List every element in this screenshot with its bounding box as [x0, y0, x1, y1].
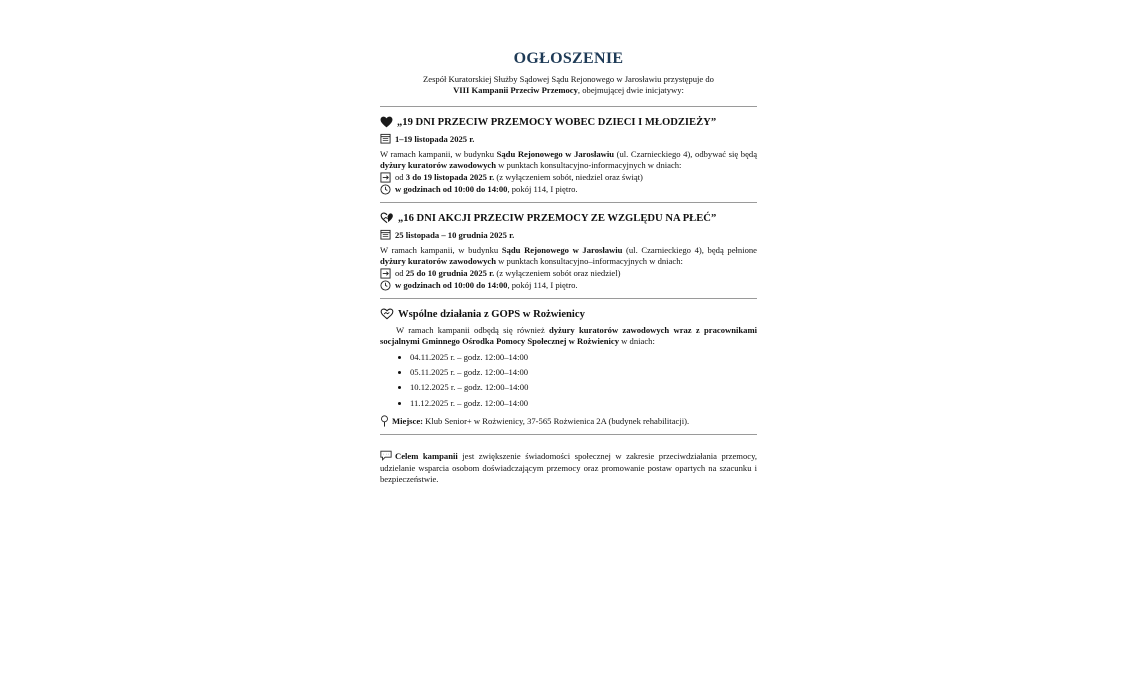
section-heading [380, 212, 757, 224]
duty-label: dyżury kuratorów zawodowych wraz z pracownikami socjalnymi Gminnego Ośrodka Pomocy Społecznej w Rożwienicy [380, 325, 757, 346]
court-name: Sądu Rejonowego w Jarosławiu [501, 245, 623, 256]
location-pin-icon [380, 415, 389, 427]
dates-list [380, 350, 757, 412]
campaign-name: VIII Kampanii Przeciw Przemocy [453, 85, 578, 95]
arrow-box-icon [380, 172, 391, 183]
desc-part: W ramach kampanii, w budynku [380, 149, 497, 159]
section-title: „19 DNI PRZECIW PRZEMOCY WOBEC DZIECI I MŁODZIEŻY” [397, 116, 717, 128]
calendar-icon [380, 229, 391, 240]
desc-part: (ul. Czarnieckiego 4), odbywać się będą [614, 149, 758, 159]
hours-text: w godzinach od 10:00 do 14:00 [395, 280, 508, 291]
desc-part: W ramach kampanii odbędą się również [396, 325, 549, 336]
section-description [380, 325, 757, 346]
hands-heart-icon [380, 212, 394, 224]
days-note: (z wyłączeniem sobót, niedziel oraz świąt) [494, 172, 643, 183]
speech-bubble-icon [380, 450, 392, 464]
desc-part: (ul. Czarnieckiego 4), będą pełnione [622, 245, 757, 256]
list-item: • 04.11.2025 r. – godz. 12:00–14:00 [410, 350, 757, 365]
room-text: , pokój 114, I piętro. [507, 184, 578, 195]
section-description [380, 245, 757, 266]
document-page [320, 0, 820, 700]
section-heading [380, 308, 757, 320]
section-16-days [380, 203, 757, 298]
hours-line [380, 279, 757, 291]
desc-part: w punktach konsultacyjno-informacyjnych w dniach: [496, 159, 682, 170]
hours-line [380, 183, 757, 195]
intro-line1: Zespół Kuratorskiej Służby Sądowej Sądu Rejonowego w Jarosławiu przystępuje do [423, 74, 714, 84]
room-text: , pokój 114, I piętro. [507, 280, 578, 291]
section-description [380, 149, 757, 170]
desc-part: w dniach: [619, 335, 655, 346]
heart-icon [380, 116, 393, 128]
clock-icon [380, 184, 391, 195]
date-range [380, 229, 757, 240]
hours-text: w godzinach od 10:00 do 14:00 [395, 184, 508, 195]
calendar-icon [380, 133, 391, 144]
date-text: 1–19 listopada 2025 r. [395, 133, 475, 144]
place-value: Klub Senior+ w Rożwienicy, 37-565 Rożwienica 2A (budynek rehabilitacji). [423, 416, 690, 427]
days-prefix: od [395, 172, 406, 183]
list-item: • 11.12.2025 r. – godz. 12:00–14:00 [410, 396, 757, 411]
desc-part: W ramach kampanii, w budynku [380, 245, 502, 256]
goal-label: Celem kampanii [395, 450, 458, 461]
days-range: 3 do 19 listopada 2025 r. [405, 172, 495, 183]
days-range: 25 do 10 grudnia 2025 r. [405, 268, 495, 279]
campaign-goal [380, 435, 757, 500]
days-line [380, 171, 757, 183]
arrow-box-icon [380, 268, 391, 279]
place-label: Miejsce: [392, 416, 424, 427]
date-text: 25 listopada – 10 grudnia 2025 r. [395, 229, 515, 240]
section-19-days [380, 107, 757, 202]
intro-text [380, 74, 757, 96]
section-gops [380, 299, 757, 434]
desc-part: w punktach konsultacyjno–informacyjnych w dniach: [496, 255, 683, 266]
date-range [380, 133, 757, 144]
intro-line2: , obejmującej dwie inicjatywy: [577, 85, 684, 95]
days-prefix: od [395, 268, 406, 279]
list-item: • 10.12.2025 r. – godz. 12:00–14:00 [410, 380, 757, 395]
days-line [380, 267, 757, 279]
goal-body: jest zwiększenie świadomości społecznej w zakresie przeciwdziałania przemocy, udzielanie wsparcia osobom doświadczającym przemocy oraz promowanie postaw opartych na szacunku i bezpieczeństwie. [380, 450, 757, 484]
goal-text [380, 450, 757, 485]
court-name: Sądu Rejonowego w Jarosławiu [496, 149, 615, 159]
list-item: • 05.11.2025 r. – godz. 12:00–14:00 [410, 365, 757, 380]
section-title: Wspólne działania z GOPS w Rożwienicy [398, 308, 585, 320]
page-title: OGŁOSZENIE [513, 50, 624, 67]
clock-icon [380, 280, 391, 291]
duty-label: dyżury kuratorów zawodowych [380, 255, 497, 266]
days-note: (z wyłączeniem sobót oraz niedziel) [494, 268, 621, 279]
duty-label: dyżury kuratorów zawodowych [380, 159, 497, 170]
section-heading [380, 116, 757, 128]
section-title: „16 DNI AKCJI PRZECIW PRZEMOCY ZE WZGLĘDU NA PŁEĆ” [398, 212, 717, 224]
handshake-heart-icon [380, 308, 394, 320]
document-content [380, 50, 757, 500]
place-line [380, 415, 757, 427]
